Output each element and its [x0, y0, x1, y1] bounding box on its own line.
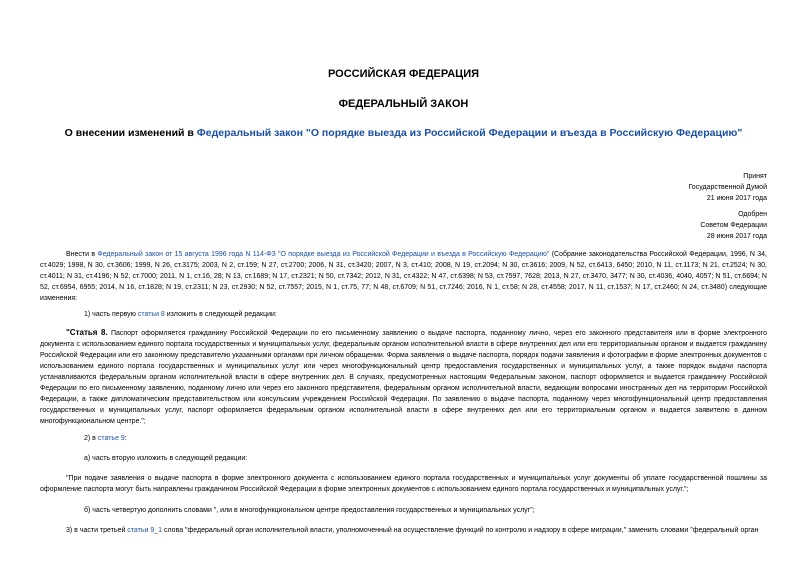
doc-type-heading: ФЕДЕРАЛЬНЫЙ ЗАКОН	[338, 98, 469, 110]
intro-prefix: Внести в	[66, 251, 98, 258]
accepted-body: Государственной Думой	[688, 184, 767, 191]
article-9-1-link[interactable]: статьи 9_1	[127, 527, 163, 534]
accepted-date: 21 июня 2017 года	[706, 195, 767, 202]
intro-rest: (Собрание законодательства Российской Федерации, 1996, N 34, ст.4029; 1998, N 30, ст.3606; 1999, N 26, ст.3175; 2003, N 2, ст.159; N 27, ст.2700; 2006, N 31, ст.3420; 2007, N 3, ст.410; 2008, N 19, ст.2094; N 30, ст.3616; 2009, N 52, ст.6413, 6450; 2010, N 11, ст.1173; N 21, ст.2524; N 30, ст.4011; N 31, ст.4196; N 52, ст.7000; 2011, N 1, ст.16, 28; N 13, ст.1689; N 17, ст.2321; N 50, ст.7342; 2012, N 31, ст.4322; N 47, ст.6398; N 53, ст.7597, 7628; 2013, N 27, ст.3470, 3477; N 30, ст.4036, 4040, 4057; N 51, ст.6694; N 52, ст.6954, 6955; 2014, N 16, ст.1828; N 19, ст.2311; N 23, ст.2930; N 52, ст.7557; 2015, N 1, ст.75, 77; N 48, ст.6709; N 51, ст.7246; 2016, N 1, ст.58; N 28, ст.4558; 2017, N 11, ст.1537; N 17, ст.2460; N 24, ст.3480) следующие изменения:	[40, 251, 768, 302]
item-2	[66, 433, 767, 444]
quoted-amendment: "При подаче заявления о выдаче паспорта в форме электронного документа с использованием единого портала государственных и муниципальных услуг документы об уплате государственной пошлины за оформление паспорта могут быть направлены гражданином Российской Федерации в форме электронных документов с использованием единого портала государственных и муниципальных услуг.";	[40, 475, 767, 493]
accepted-line: Принят	[743, 173, 767, 180]
item-2-rest: :	[124, 435, 127, 442]
approved-line: Одобрен	[738, 211, 767, 218]
item-b: б) часть четвертую дополнить словами ", или в многофункциональном центре предоставления государственных и муниципальных услуг";	[84, 507, 535, 514]
article-8-link[interactable]: статьи 8	[137, 311, 165, 318]
law-title	[0, 127, 807, 139]
article-8-heading: "Статья 8.	[66, 328, 108, 337]
intro-law-link[interactable]: Федеральный закон от 15 августа 1996 года N 114-ФЗ "О порядке выезда из Российской Федерации и въезда в Российскую Федерацию"	[97, 251, 550, 258]
law-title-link[interactable]: Федеральный закон "О порядке выезда из Российской Федерации и въезда в Российскую Федерацию"	[196, 127, 743, 139]
item-2-prefix: 2) в	[84, 435, 98, 442]
item-3-rest: слова "федеральный орган исполнительной власти, уполномоченный на осуществление функций по контролю и надзору в сфере миграции," заменить словами "федеральный орган	[162, 527, 759, 534]
item-1-prefix: 1) часть первую	[84, 311, 138, 318]
item-1-rest: изложить в следующей редакции:	[164, 311, 277, 318]
item-3-prefix: 3) в части третьей	[66, 527, 128, 534]
article-8-text	[40, 327, 767, 427]
article-9-link[interactable]: статье 9	[97, 435, 125, 442]
country-heading: РОССИЙСКАЯ ФЕДЕРАЦИЯ	[327, 68, 480, 80]
law-title-prefix: О внесении изменений в	[64, 127, 197, 139]
approved-body: Советом Федерации	[700, 222, 767, 229]
item-1	[66, 309, 767, 320]
accepted-block	[688, 171, 767, 204]
article-8-body: Паспорт оформляется гражданину Российской Федерации по его письменному заявлению о выдаче паспорта, поданному лично, через его законного представителя или в форме электронного документа с использованием единого портала государственных и муниципальных услуг, федеральным органом исполнительной власти в сфере внутренних дел или его территориальным органом и выдается гражданину Российской Федерации или его законному представителю указанными органами при личном обращении. Форма заявления о выдаче паспорта, порядок подачи заявления и фотографии в форме электронных документов с использованием единого портала государственных и муниципальных услуг или через многофункциональный центр предоставления государственных и муниципальных услуг, а также порядок выдачи паспорта устанавливаются федеральным органом исполнительной власти в сфере внутренних дел. В случаях, предусмотренных настоящим Федеральным законом, паспорт оформляется и выдается гражданину Российской Федерации по его письменному заявлению, поданному лично или через его законного представителя, федеральным органом исполнительной власти, ведающим вопросами иностранных дел на территории Российской Федерации, а также дипломатическим представительством или консульским учреждением Российской Федерации. По заявлению о выдаче паспорта, поданному через многофункциональный центр предоставления государственных и муниципальных услуг, паспорт оформляется федеральным органом исполнительной власти в сфере внутренних дел или его территориальным органом и выдается заявителю в данном многофункциональном центре.";	[40, 330, 767, 425]
approved-date: 28 июня 2017 года	[706, 233, 767, 240]
item-a: а) часть вторую изложить в следующей редакции:	[84, 455, 248, 462]
intro-paragraph	[40, 249, 767, 304]
item-3	[40, 525, 767, 536]
approved-block	[700, 209, 767, 242]
